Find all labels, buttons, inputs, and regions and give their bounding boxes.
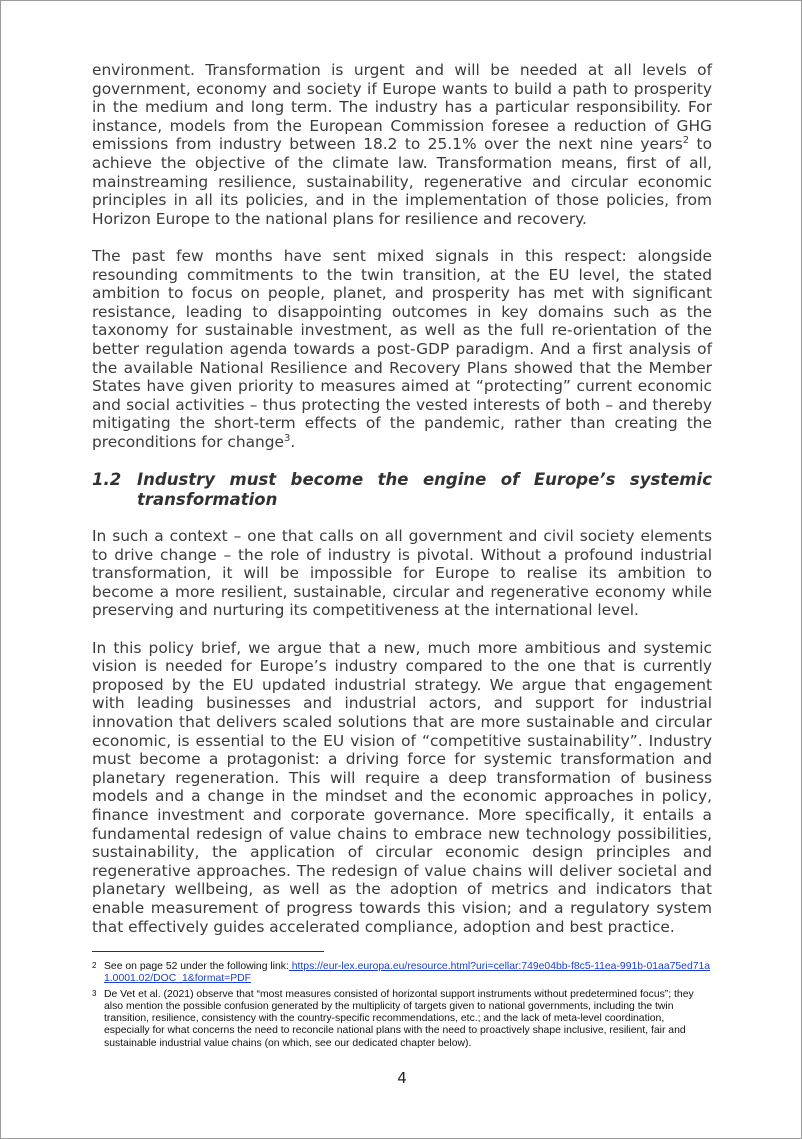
- section-number: 1.2: [92, 470, 122, 490]
- footnote-link[interactable]: https://eur-lex.europa.eu/resource.html?uri=cellar:749e04bb-f8c5-11ea-991b-01aa75ed71a1.0001.02/DOC_1&format=PDF: [104, 961, 711, 985]
- paragraph-4: In this policy brief, we argue that a new, much more ambitious and systemic vision is needed for Europe’s industry compared to the one that is currently proposed by the EU updated industrial strategy. We argue that engagement with leading businesses and industrial actors, and support for industrial innovation that delivers scaled solutions that are more sustainable and circular economic, is essential to the EU vision of “competitive sustainability”. Industry must become a protagonist: a driving force for systemic transformation and planetary regeneration. This will require a deep transformation of business models and a change in the mindset and the economic approaches in policy, finance investment and corporate governance. More specifically, it entails a fundamental redesign of value chains to embrace new technology possibilities, sustainability, the application of circular economic design principles and regenerative approaches. The redesign of value chains will deliver societal and planetary wellbeing, as well as the adoption of metrics and indicators that enable measurement of progress towards this vision; and a regulatory system that effectively guides accelerated compliance, adoption and best practice.: [92, 638, 712, 936]
- footnote-text: De Vet et al. (2021) observe that “most measures consisted of horizontal support instruments without predetermined focus”; they also mention the possible confusion generated by the multiplicity of targets given to national governments, including the twin transition, resilience, consistency with the country-specific recommendations, etc.; and the lack of meta-level coordination, especially for what concerns the need to reconcile national plans with the need to proactively shape inclusive, resilient, fair and sustainable industrial value chains (on which, see our dedicated chapter below).: [104, 988, 694, 1049]
- footnote-mark: 3: [92, 988, 97, 998]
- paragraph-1: environment. Transformation is urgent and will be needed at all levels of government, economy and society if Europe wants to build a path to prosperity in the medium and long term. The industry has a particular responsibility. For instance, models from the European Commission foresee a reduction of GHG emissions from industry between 18.2 to 25.1% over the next nine years$^2$ to achieve the objective of the climate law. Transformation means, first of all, mainstreaming resilience, sustainability, regenerative and circular economic principles in all its policies, and in the implementation of those policies, from Horizon Europe to the national plans for resilience and recovery.: [92, 61, 713, 228]
- footnotes: [92, 961, 712, 1053]
- footnote-ref-3[interactable]: 3: [284, 432, 291, 444]
- section-title: Industry must become the engine of Europe’s systemic transformation: [137, 470, 712, 509]
- body-text: [92, 61, 712, 955]
- paragraph-2: The past few months have sent mixed signals in this respect: alongside resounding commitments to the twin transition, at the EU level, the stated ambition to focus on people, planet, and prosperity has met with significant resistance, leading to disappointing outcomes in key domains such as the taxonomy for sustainable investment, as well as the full re-orientation of the better regulation agenda towards a post-GDP paradigm. And a first analysis of the available National Resilience and Recovery Plans showed that the Member States have given priority to measures aimed at “protecting” current economic and social activities – thus protecting the vested interests of both – and thereby mitigating the short-term effects of the pandemic, rather than creating the preconditions for change$^3$.: [92, 246, 712, 451]
- footnote-mark: 2: [92, 961, 97, 970]
- footnote-ref-2[interactable]: 2: [682, 135, 690, 147]
- footnote-text: See on page 52 under the following link:: [104, 961, 289, 972]
- footnote-3: [92, 989, 712, 1050]
- page-number: 4: [397, 1069, 407, 1087]
- section-heading: [92, 470, 712, 509]
- footnote-2: [92, 961, 712, 986]
- footnote-separator: [92, 951, 324, 952]
- paragraph-3: In such a context – one that calls on all government and civil society elements to drive change – the role of industry is pivotal. Without a profound industrial transformation, it will be impossible for Europe to realise its ambition to become a more resilient, sustainable, circular and regenerative economy while preserving and nurturing its competitiveness at the international level.: [92, 527, 712, 620]
